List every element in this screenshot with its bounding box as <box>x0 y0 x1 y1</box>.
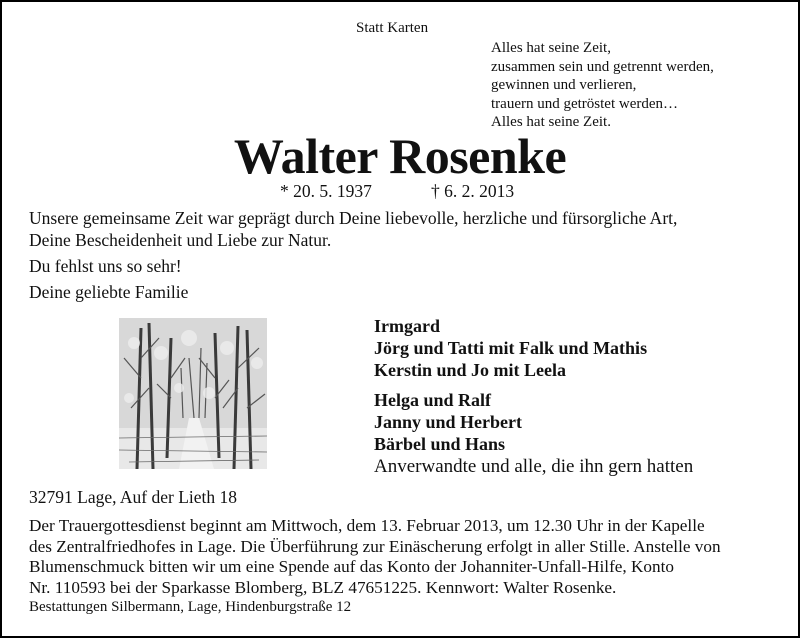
mourner-name: Janny und Herbert <box>374 412 523 432</box>
winter-forest-image <box>119 318 267 469</box>
poem-line: trauern und getröstet werden… <box>491 95 679 112</box>
address-line: 32791 Lage, Auf der Lieth 18 <box>29 487 238 507</box>
undertaker-line: Bestattungen Silbermann, Lage, Hindenburgstraße 12 <box>29 599 352 615</box>
message-line: Unsere gemeinsame Zeit war geprägt durch Deine liebevolle, herzliche und fürsorgliche Art, <box>29 208 678 228</box>
message-line: Deine Bescheidenheit und Liebe zur Natur. <box>29 230 332 250</box>
mourner-name: Helga und Ralf <box>374 390 492 410</box>
notice-line: des Zentralfriedhofes in Lage. Die Überführung zur Einäscherung erfolgt in aller Stille. Anstelle von <box>29 536 721 556</box>
poem-line: gewinnen und verlieren, <box>491 77 637 93</box>
death-date: † 6. 2. 2013 <box>431 181 515 201</box>
family-line: Deine geliebte Familie <box>29 282 189 302</box>
relatives-line: Anverwandte und alle, die ihn gern hatten <box>374 456 694 477</box>
mourner-name: Bärbel und Hans <box>374 434 506 454</box>
poem <box>491 39 714 132</box>
notice-line: Nr. 110593 bei der Sparkasse Blomberg, BLZ 47651225. Kennwort: Walter Rosenke. <box>29 577 617 597</box>
miss-you-line: Du fehlst uns so sehr! <box>29 256 182 276</box>
birth-date: * 20. 5. 1937 <box>280 181 372 201</box>
notice-line: Der Trauergottesdienst beginnt am Mittwoch, dem 13. Februar 2013, um 12.30 Uhr in der Kapelle <box>29 516 705 535</box>
mourner-name: Irmgard <box>374 316 440 336</box>
deceased-name: Walter Rosenke <box>233 128 567 184</box>
notice-line: Blumenschmuck bitten wir um eine Spende auf das Konto der Johanniter-Unfall-Hilfe, Konto <box>29 557 674 576</box>
poem-line: Alles hat seine Zeit. <box>491 114 611 130</box>
funeral-notice <box>29 516 779 598</box>
poem-line: Alles hat seine Zeit, <box>491 40 611 56</box>
poem-line: zusammen sein und getrennt werden, <box>491 58 714 75</box>
mourner-name: Kerstin und Jo mit Leela <box>374 360 566 380</box>
winter-forest-painting <box>119 318 267 469</box>
mourner-name: Jörg und Tatti mit Falk und Mathis <box>374 338 648 358</box>
statt-karten-label: Statt Karten <box>356 20 429 36</box>
